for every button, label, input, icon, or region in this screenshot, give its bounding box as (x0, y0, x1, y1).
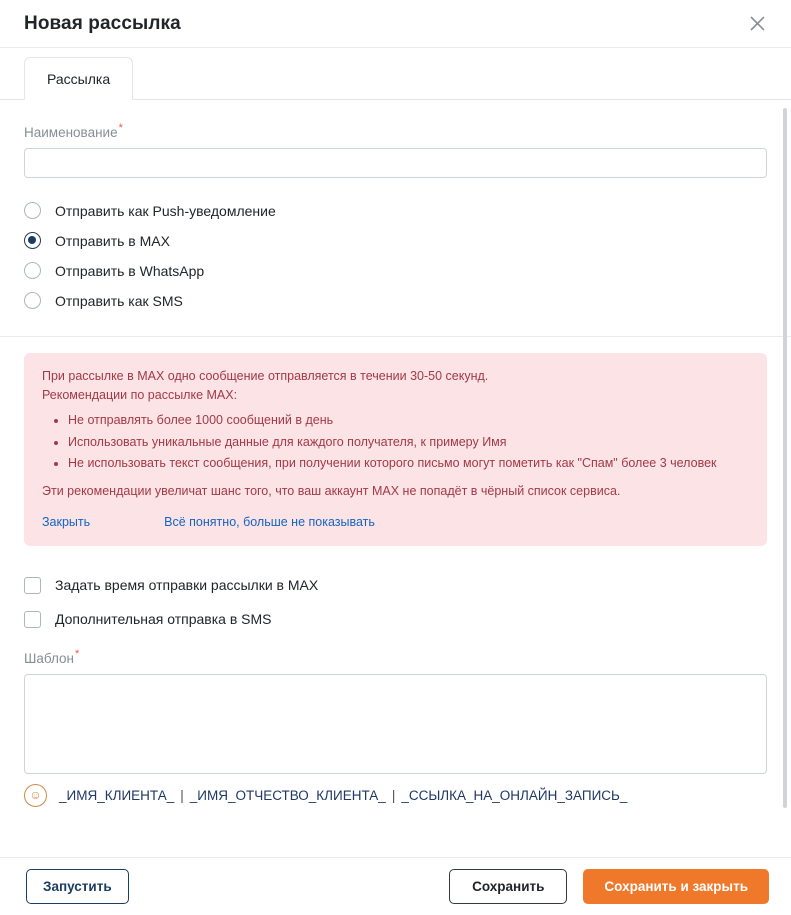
smiley-icon[interactable]: ☺ (24, 784, 47, 807)
save-and-close-button[interactable]: Сохранить и закрыть (583, 869, 769, 905)
max-recommendations-notice (24, 353, 767, 547)
template-variables-row (24, 784, 767, 807)
variable-client-patronymic[interactable]: _ИМЯ_ОТЧЕСТВО_КЛИЕНТА_ (189, 787, 386, 803)
radio-icon-selected (24, 232, 41, 249)
notice-bullet-list (42, 411, 749, 473)
name-required-mark: * (118, 122, 123, 134)
notice-line-3: Эти рекомендации увеличат шанс того, что ваш аккаунт MAX не попадёт в чёрный список сервиса. (42, 483, 621, 498)
radio-option-sms[interactable] (24, 286, 767, 316)
options-checkbox-group (0, 546, 791, 636)
footer-right-actions (449, 869, 769, 905)
start-button[interactable]: Запустить (26, 869, 129, 905)
template-textarea[interactable] (24, 674, 767, 774)
radio-label: Отправить как Push-уведомление (55, 202, 276, 219)
scrollbar-track[interactable] (785, 48, 789, 857)
list-item: • Не отправлять более 1000 сообщений в день (68, 411, 749, 430)
variable-client-name[interactable]: _ИМЯ_КЛИЕНТА_ (59, 787, 175, 803)
template-field-label: Шаблон (24, 650, 74, 666)
close-icon[interactable] (743, 10, 771, 38)
checkbox-schedule-max[interactable] (24, 568, 767, 602)
notice-actions (42, 513, 749, 532)
radio-label: Отправить как SMS (55, 292, 183, 309)
list-item: • Использовать уникальные данные для каждого получателя, к примеру Имя (68, 433, 749, 452)
notice-wrapper (0, 337, 791, 547)
save-button[interactable]: Сохранить (449, 869, 567, 905)
mailing-settings-section (0, 100, 791, 337)
radio-icon (24, 202, 41, 219)
variable-separator: | (391, 787, 396, 803)
template-required-mark: * (75, 648, 80, 661)
checkbox-icon (24, 611, 41, 628)
template-section (0, 636, 791, 807)
checkbox-additional-sms[interactable] (24, 602, 767, 636)
dialog-header (0, 0, 791, 48)
list-item: • Не использовать текст сообщения, при получении которого письмо могут пометить как "Спам" более 3 человек (68, 454, 749, 473)
scrollbar-thumb[interactable] (783, 108, 787, 808)
radio-icon (24, 262, 41, 279)
name-input[interactable] (24, 148, 767, 178)
checkbox-icon (24, 577, 41, 594)
radio-label: Отправить в MAX (55, 232, 170, 249)
name-field-label: Наименование (24, 124, 118, 140)
radio-option-push[interactable] (24, 196, 767, 226)
variable-separator: | (180, 787, 184, 803)
radio-option-max[interactable] (24, 226, 767, 256)
page-title: Новая рассылка (24, 12, 181, 34)
notice-close-link[interactable]: Закрыть (42, 514, 91, 529)
channel-radio-group (24, 196, 767, 316)
checkbox-label: Дополнительная отправка в SMS (55, 611, 272, 628)
notice-line-1: При рассылке в MAX одно сообщение отправляется в течении 30-50 секунд. (42, 368, 489, 383)
dialog-footer (0, 857, 791, 915)
radio-option-whatsapp[interactable] (24, 256, 767, 286)
variable-online-booking-link[interactable]: _ССЫЛКА_НА_ОНЛАЙН_ЗАПИСЬ_ (401, 787, 628, 803)
tab-mailing[interactable]: Рассылка (24, 57, 133, 100)
dialog-body (0, 48, 791, 857)
notice-understood-link[interactable]: Всё понятно, больше не показывать (164, 514, 375, 529)
radio-icon (24, 292, 41, 309)
radio-label: Отправить в WhatsApp (55, 262, 205, 279)
tab-bar (0, 48, 791, 100)
checkbox-label: Задать время отправки рассылки в MAX (55, 577, 319, 594)
notice-line-2: Рекомендации по рассылке MAX: (42, 388, 238, 403)
